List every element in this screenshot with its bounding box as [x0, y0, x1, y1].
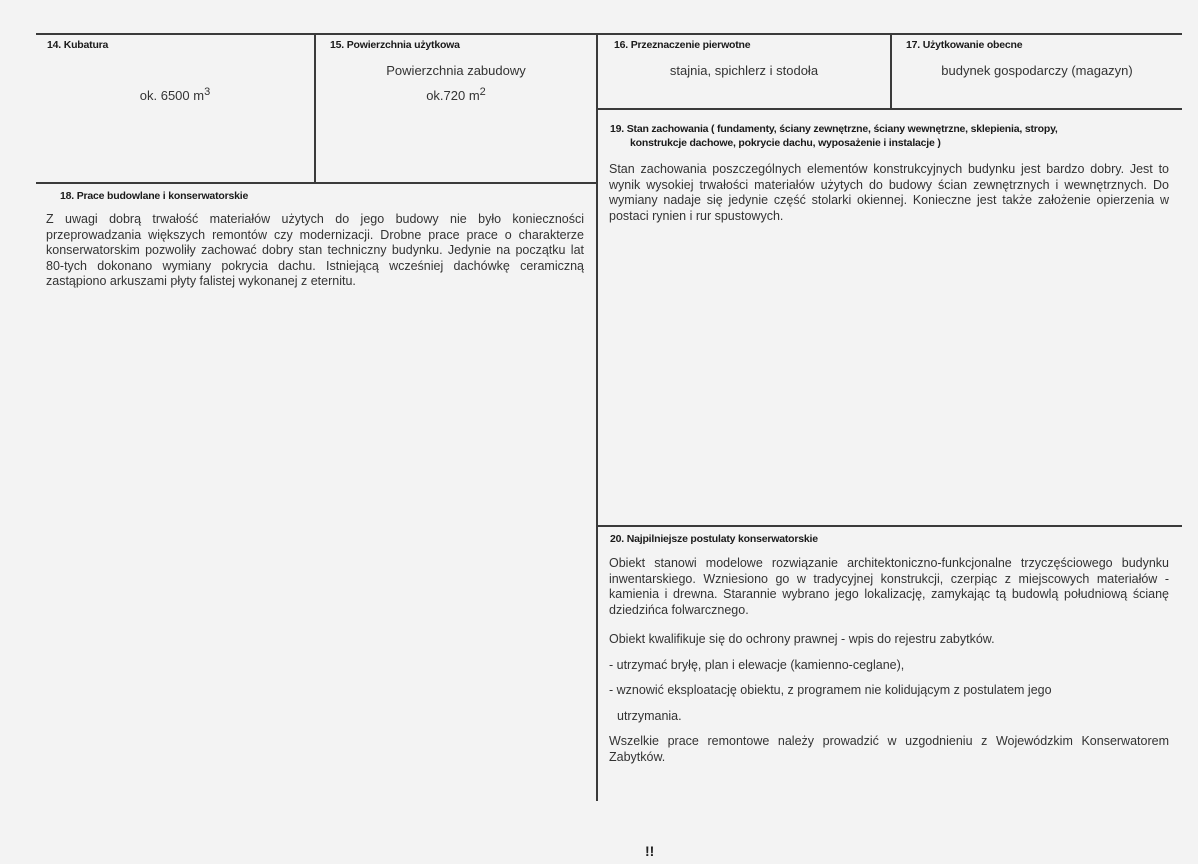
field-15-label: 15. Powierzchnia użytkowa: [330, 39, 460, 51]
divider: [596, 33, 598, 801]
field-15-subtitle: Powierzchnia zabudowy: [386, 63, 526, 78]
divider: [597, 525, 1182, 527]
area-text: ok.720 m: [426, 88, 480, 103]
field-18-label: 18. Prace budowlane i konserwatorskie: [60, 190, 249, 202]
volume-text: ok. 6500 m: [139, 88, 205, 103]
field-20-paragraph-2: Obiekt kwalifikuje się do ochrony prawnej - wpis do rejestru zabytków.: [609, 632, 995, 646]
divider: [314, 33, 316, 184]
field-16-value: stajnia, spichlerz i stodoła: [669, 63, 819, 78]
divider: [36, 182, 598, 184]
field-20-list-item-2: - wznowić eksploatację obiektu, z programem nie kolidującym z postulatem jego: [609, 683, 1052, 697]
field-16-label: 16. Przeznaczenie pierwotne: [614, 39, 751, 51]
field-17-value: budynek gospodarczy (magazyn): [941, 63, 1133, 78]
field-20-paragraph-1: Obiekt stanowi modelowe rozwiązanie architektoniczno-funkcjonalne trzyczęściowego budynku inwentarskiego. Wzniesiono go w tradycyjnej konstrukcji, czerpiąc z miejscowych materiałów - kamienia i drewna. Starannie wybrano jego lokalizację, zamykając tą budowlą południową ścianę dziedzińca folwarcznego.: [609, 556, 1169, 617]
field-19-text: Stan zachowania poszczególnych elementów konstrukcyjnych budynku jest bardzo dobry. Jest to wynik wysokiej trwałości materiałów użytych do budowy ścian zewnętrznych i wewnętrznych. Do wymiany nadaje się jedynie część stolarki okiennej. Konieczne jest także założenie opierzenia w postaci rynien i rur spustowych.: [609, 162, 1169, 223]
field-18-text: Z uwagi dobrą trwałość materiałów użytych do jego budowy nie było konieczności przeprowadzania większych remontów czy modernizacji. Drobne prace prace o charakterze konserwatorskim pozwoliły zachować dobry stan techniczny budynku. Jedynie na początku lat 80-tych dokonano wymiany pokrycia dachu. Istniejącą wcześniej dachówkę ceramiczną zastąpiono arkuszami płyty falistej wykonanej z eternitu.: [46, 212, 584, 288]
field-20-label: 20. Najpilniejsze postulaty konserwatorskie: [610, 533, 818, 545]
divider: [36, 33, 1182, 35]
field-19-label-line1: 19. Stan zachowania ( fundamenty, ściany zewnętrzne, ściany wewnętrzne, sklepienia, stropy,: [610, 123, 1058, 135]
field-20-list-item-1: - utrzymać bryłę, plan i elewacje (kamienno-ceglane),: [609, 658, 905, 672]
area-unit-exponent: 2: [479, 86, 486, 98]
field-20-list-item-2-continued: utrzymania.: [617, 709, 682, 723]
bottom-mark: !!: [645, 843, 655, 859]
field-15-value: [316, 88, 596, 103]
field-17-label: 17. Użytkowanie obecne: [906, 39, 1023, 51]
volume-unit-exponent: 3: [204, 86, 211, 98]
field-14-value: [36, 88, 314, 103]
field-19-label-line2: konstrukcje dachowe, pokrycie dachu, wyposażenie i instalacje ): [630, 137, 941, 149]
field-20-paragraph-3: Wszelkie prace remontowe należy prowadzić w uzgodnieniu z Wojewódzkim Konserwatorem Zabytków.: [609, 734, 1169, 764]
field-14-label: 14. Kubatura: [47, 39, 109, 51]
